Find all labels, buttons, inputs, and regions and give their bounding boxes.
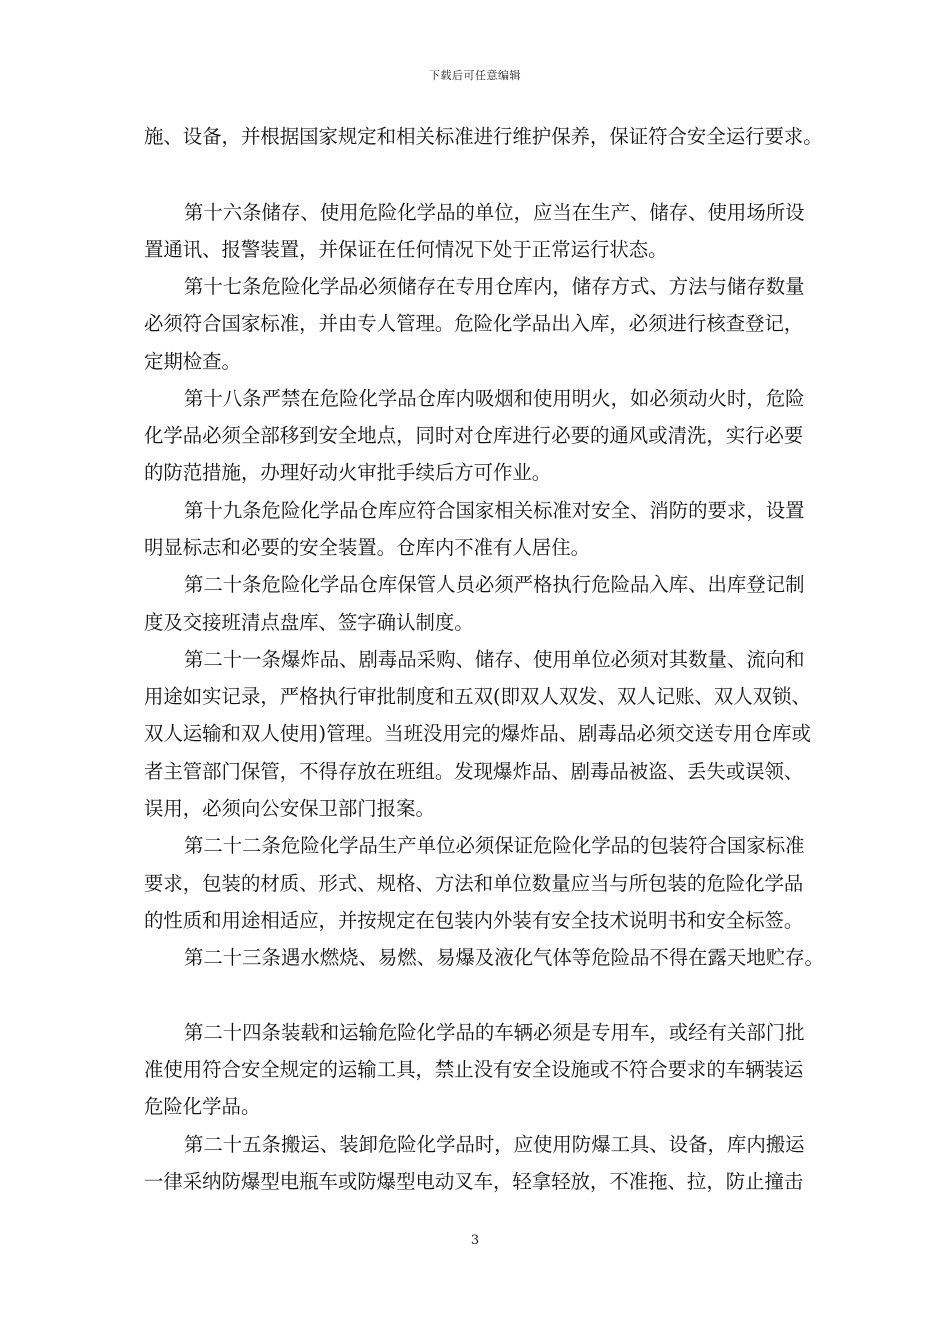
page-header: 下载后可任意编辑 (429, 69, 521, 82)
text-line: 化学品必须全部移到安全地点，同时对仓库进行必要的通风或清洗，实行必要 (144, 424, 804, 447)
text-line: 定期检查。 (144, 350, 241, 373)
text-line: 度及交接班清点盘库、签字确认制度。 (144, 611, 474, 634)
text-line: 双人运输和双人使用)管理。当班没用完的爆炸品、剧毒品必须交送专用仓库或 (144, 722, 811, 745)
text-line: 第二十四条装载和运输危险化学品的车辆必须是专用车，或经有关部门批 (184, 1021, 805, 1044)
text-line: 的性质和用途相适应，并按规定在包装内外装有安全技术说明书和安全标签。 (144, 909, 804, 932)
text-line: 用途如实记录，严格执行审批制度和五双(即双人双发、双人记账、双人双锁、 (144, 685, 811, 708)
text-line: 第二十条危险化学品仓库保管人员必须严格执行危险品入库、出库登记制 (184, 573, 805, 596)
text-line: 施、设备，并根据国家规定和相关标准进行维护保养，保证符合安全运行要求。 (144, 125, 823, 148)
text-line: 第二十五条搬运、装卸危险化学品时，应使用防爆工具、设备，库内搬运 (184, 1133, 805, 1156)
text-line: 必须符合国家标准，并由专人管理。危险化学品出入库，必须进行核查登记， (144, 312, 804, 335)
text-line: 第二十二条危险化学品生产单位必须保证危险化学品的包装符合国家标准 (184, 834, 805, 857)
text-line: 第十九条危险化学品仓库应符合国家相关标准对安全、消防的要求，设置 (184, 499, 805, 522)
text-line: 明显标志和必要的安全装置。仓库内不准有人居住。 (144, 536, 590, 559)
text-line: 第十八条严禁在危险化学品仓库内吸烟和使用明火，如必须动火时，危险 (184, 387, 805, 410)
text-line: 危险化学品。 (144, 1095, 261, 1118)
text-line: 要求，包装的材质、形式、规格、方法和单位数量应当与所包装的危险化学品 (144, 872, 804, 895)
text-line: 者主管部门保管，不得存放在班组。发现爆炸品、剧毒品被盗、丢失或误领、 (144, 760, 804, 783)
text-line: 一律采纳防爆型电瓶车或防爆型电动叉车，轻拿轻放，不准拖、拉，防止撞击 (144, 1170, 804, 1193)
text-line: 第十七条危险化学品必须储存在专用仓库内，储存方式、方法与储存数量 (184, 275, 805, 298)
text-line: 误用，必须向公安保卫部门报案。 (144, 797, 435, 820)
page-number: 3 (470, 1233, 480, 1248)
text-line: 置通讯、报警装置，并保证在任何情况下处于正常运行状态。 (144, 238, 668, 261)
text-line: 第二十一条爆炸品、剧毒品采购、储存、使用单位必须对其数量、流向和 (184, 648, 805, 671)
text-line: 准使用符合安全规定的运输工具，禁止没有安全设施或不符合要求的车辆装运 (144, 1058, 804, 1081)
text-line: 的防范措施，办理好动火审批手续后方可作业。 (144, 461, 552, 484)
text-line: 第二十三条遇水燃烧、易燃、易爆及液化气体等危险品不得在露天地贮存。 (184, 946, 824, 969)
text-line: 第十六条储存、使用危险化学品的单位，应当在生产、储存、使用场所设 (184, 201, 805, 224)
